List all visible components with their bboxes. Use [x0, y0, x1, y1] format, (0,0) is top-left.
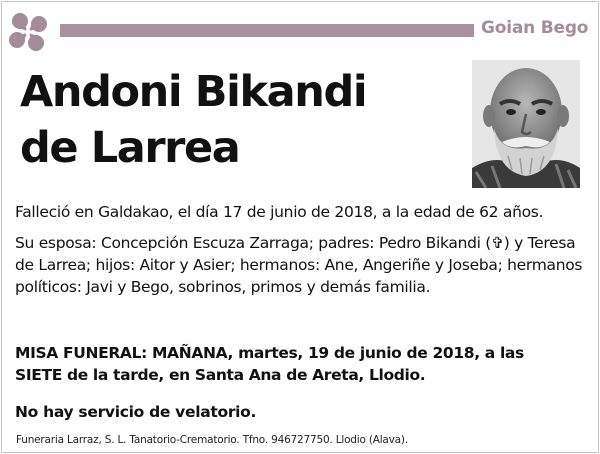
funeral-home-footer: Funeraria Larraz, S. L. Tanatorio-Crematorio. Tfno. 946727750. Llodio (Alava).	[16, 434, 408, 446]
funeral-mass-info: MISA FUNERAL: MAÑANA, martes, 19 de junio de 2018, a las SIETE de la tarde, en Santa Ana de Areta, Llodio.	[15, 344, 524, 384]
cross-icon: ✞	[491, 234, 504, 252]
wake-info: No hay servicio de velatorio.	[15, 403, 257, 421]
name-line-1: Andoni Bikandi	[20, 67, 367, 117]
name-line-2: de Larrea	[20, 123, 240, 173]
lauburu-icon	[6, 10, 50, 54]
family-text-part1: Su esposa: Concepción Escuza Zarraga; padres: Pedro Bikandi (	[15, 234, 492, 252]
family-text-part2: ) y Teresa de Larrea; hijos: Aitor y Asier; hermanos: Ane, Angeriñe y Joseba; hermanos políticos: Javi y Bego, sobrinos, primos y demás familia.	[15, 234, 583, 296]
family-list	[15, 232, 590, 298]
death-announcement: Falleció en Galdakao, el día 17 de junio de 2018, a la edad de 62 años.	[15, 203, 544, 221]
portrait-photo	[472, 60, 580, 188]
header-bar	[60, 24, 474, 37]
brand-title: Goian Bego	[481, 18, 589, 38]
deceased-name	[20, 64, 460, 176]
